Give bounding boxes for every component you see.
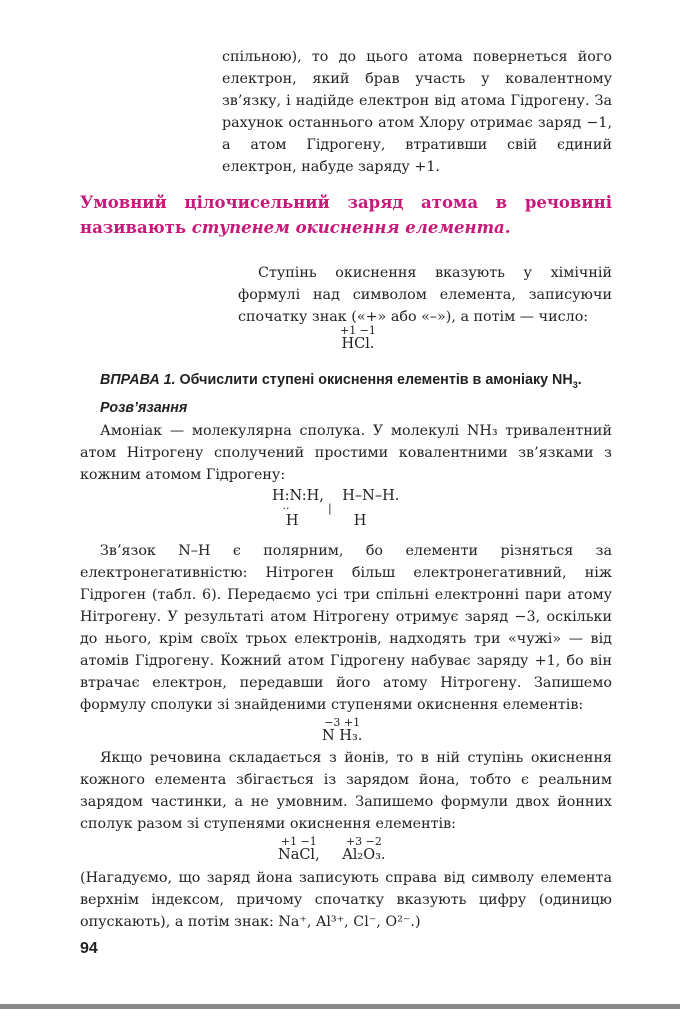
al2o3-formula: [342, 836, 385, 863]
nh3-ox-states: −3 +1: [324, 716, 361, 729]
ionic-paragraph: Якщо речовина складається з йонів, то в ній ступінь окиснення кожного елемента збігається із зарядом йона, тобто є реальним зарядом частинки, а не умовним. Запишемо формули двох йонних сполук разом зі ступенями окиснення елементів:: [80, 750, 612, 832]
exercise-heading: [100, 372, 620, 388]
nacl-formula-text: NaCl,: [278, 847, 320, 863]
al2o3-formula-text: Al₂O₃.: [342, 847, 386, 863]
exercise-label: ВПРАВА 1.: [100, 372, 176, 388]
hcl-formula-text: HCl.: [341, 336, 375, 352]
nacl-formula: [278, 836, 320, 863]
top-paragraph: спільною), то до цього атома повернеться його електрон, який брав участь у ковалентному зв’язку, і надійде електрон від атома Гідрогену. За рахунок останнього атом Хлору отримає заряд −1, а атом Гідрогену, втративши свій єдиний електрон, набуде заряду +1.: [222, 49, 612, 175]
lewis-formula: [272, 488, 399, 530]
bottom-rule: [0, 1004, 680, 1009]
nh3-formula-text: N H₃.: [322, 728, 363, 744]
exercise-sub: 3: [572, 379, 578, 390]
exercise-end: .: [577, 372, 582, 388]
ionic-formulas: [278, 836, 404, 863]
lewis-row-2: ·· |: [272, 502, 332, 515]
nacl-ox-states: +1 −1: [280, 835, 317, 848]
reminder-paragraph: (Нагадуємо, що заряд йона записують справа від символу елемента верхнім індексом, причому спочатку вказують цифру (одиницю опускають), а потім знак: Na⁺, Al³⁺, Cl⁻, O²⁻.): [80, 870, 612, 930]
hcl-formula: [340, 325, 376, 352]
definition-text: Умовний цілочисельний заряд атома в речовині називають: [80, 193, 612, 237]
lewis-row-3: H H: [272, 513, 367, 529]
definition-term: ступенем окиснення елемента.: [191, 218, 511, 237]
nh3-formula: [322, 717, 362, 744]
oxidation-state-paragraph: Ступінь окиснення вказують у хімічній формулі над символом елемента, записуючи спочатку знак («+» або «–»), а потім — число:: [238, 265, 612, 325]
ammonia-paragraph: Амоніак — молекулярна сполука. У молекулі NH₃ тривалентний атом Нітрогену сполучений простими ковалентними зв’язками з кожним атомом Гідрогену:: [80, 423, 612, 483]
solution-label: Розв’язання: [100, 400, 188, 416]
page-number: 94: [80, 940, 98, 957]
al2o3-ox-states: +3 −2: [345, 835, 382, 848]
lewis-row-1: H:N:H, H–N–H.: [272, 488, 400, 504]
hcl-ox-states: +1 −1: [340, 324, 376, 337]
definition-highlight: [80, 190, 612, 240]
bond-paragraph: Зв’язок N–H є полярним, бо елементи різняться за електронегативністю: Нітроген більш електронегативний, ніж Гідроген (табл. 6). Передаємо усі три спільні електронні пари атому Нітрогену. У результаті атом Нітрогену отримує заряд −3, оскільки до нього, крім своїх трьох електронів, надходять три «чужі» — від атомів Гідрогену. Кожний атом Гідрогену набуває заряду +1, бо він втрачає електрон, передавши його атому Нітрогену. Запишемо формулу сполуки зі знайденими ступенями окиснення елементів:: [80, 543, 612, 713]
exercise-text: Обчислити ступені окиснення елементів в амоніаку NH: [175, 372, 573, 388]
